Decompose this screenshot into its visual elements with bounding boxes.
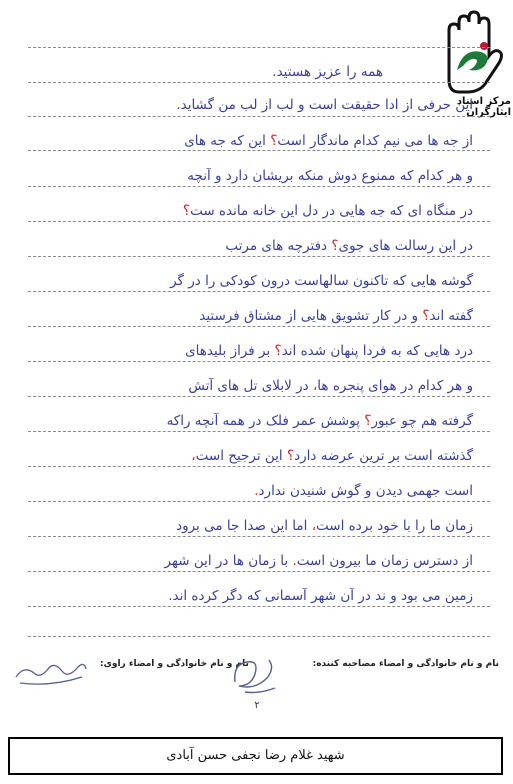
letter-line-text: دفترچه های مرتب xyxy=(225,238,332,254)
ruled-line xyxy=(28,396,490,397)
ruled-line xyxy=(28,361,490,362)
ruled-line xyxy=(28,606,490,607)
ruled-line xyxy=(28,150,490,151)
letter-line-5 xyxy=(33,203,473,219)
ruled-line xyxy=(28,186,490,187)
letter-line-6 xyxy=(33,238,473,254)
ruled-line xyxy=(28,47,490,48)
page-number: ۲ xyxy=(254,700,260,711)
ruled-line xyxy=(28,116,490,117)
red-mark: ، xyxy=(191,448,196,464)
narrator-signature xyxy=(10,655,90,689)
letter-line-11 xyxy=(33,413,473,429)
letter-line-7 xyxy=(33,273,473,289)
ruled-line xyxy=(28,431,490,432)
letter-line-text: است جهمی دیدن و گوش شنیدن ندارد xyxy=(258,483,473,499)
ruled-line xyxy=(28,326,490,327)
letter-line-text: گذشته است بر ترین عرضه دارد xyxy=(294,448,473,464)
letter-line-text: اما این صدا جا می برود xyxy=(176,518,312,534)
letter-line-3 xyxy=(33,133,473,149)
hand-logo-icon xyxy=(437,8,507,100)
logo-caption: مرکز اسناد ایثارگران xyxy=(456,96,511,118)
letter-line-text: این حرفی از ادا حقیقت است و لب از لب من گشاید. xyxy=(176,97,473,113)
letter-line-text: از جه ها می نیم کدام ماندگار است xyxy=(277,133,473,149)
letter-line-text: در این رسالت های جوی xyxy=(338,238,473,254)
ruled-line xyxy=(28,466,490,467)
red-mark: ؟ xyxy=(286,448,295,464)
letter-line-text: زمان ما را با خود برده است xyxy=(316,518,473,534)
ruled-line xyxy=(28,536,490,537)
red-mark: ؟ xyxy=(274,343,282,359)
letter-line-text: در لابلای تل های آتش xyxy=(188,378,313,394)
letter-line-text: این که جه های xyxy=(184,133,271,149)
letter-line-text: در منگاه ای که جه هایی در دل این خانه مانده ست xyxy=(190,203,473,219)
ruled-line xyxy=(28,256,490,257)
letter-line-14 xyxy=(33,518,473,534)
letter-line-text: گوشه هایی که تاکنون سالهاست درون کودکی را در گر xyxy=(170,273,473,289)
hand-logo-graphic xyxy=(437,8,507,100)
letter-line-text: این ترجیح است xyxy=(195,448,287,464)
letter-line-1 xyxy=(83,64,383,80)
letter-line-8 xyxy=(33,308,473,324)
red-mark: ؟ xyxy=(270,133,278,149)
letter-line-text: بر فراز بلیدهای xyxy=(185,343,275,359)
red-mark: . xyxy=(292,553,297,569)
letter-line-text: درد هایی که به فردا پنهان شده اند xyxy=(281,343,473,359)
red-mark: ؟ xyxy=(182,203,191,219)
red-mark: ؟ xyxy=(331,238,339,254)
red-mark: ؟ xyxy=(364,413,372,429)
letter-line-12 xyxy=(33,448,473,464)
ruled-line xyxy=(28,291,490,292)
letter-line-2 xyxy=(33,97,473,113)
letter-line-4 xyxy=(33,168,473,184)
letter-line-text: زمین می بود و ند در آن شهر آسمانی که دگر کرده اند. xyxy=(168,588,473,604)
red-mark: ؟ xyxy=(422,308,430,324)
letter-line-9 xyxy=(33,343,473,359)
ruled-line xyxy=(28,82,490,83)
red-mark: . xyxy=(254,483,259,499)
ruled-line xyxy=(28,221,490,222)
martyr-name-caption: شهید غلام رضا نجفی حسن آبادی xyxy=(8,737,503,775)
letter-line-text: با زمان ها در این شهر xyxy=(164,553,293,569)
interviewer-signature xyxy=(225,652,285,696)
letter-line-10 xyxy=(33,378,473,394)
letter-line-text: از دسترس زمان ما بیرون است xyxy=(296,553,473,569)
letter-line-text: گرفته هم چو عبور xyxy=(371,413,473,429)
interviewer-signature-label: نام و نام خانوادگی و امضاء مصاحبه کننده: xyxy=(312,659,499,669)
letter-line-text: و هر کدام در هوای پنجره ها xyxy=(317,378,473,394)
red-mark: ، xyxy=(311,518,317,534)
red-mark: ، xyxy=(312,378,318,394)
letter-line-text: و در کار تشویق هایی از مشتاق فرستید xyxy=(199,308,423,324)
letter-line-15 xyxy=(33,553,473,569)
letter-line-16 xyxy=(33,588,473,604)
ruled-line xyxy=(28,501,490,502)
narrator-signature-label: نام و نام خانوادگی و امضاء راوی: xyxy=(100,659,249,669)
letter-line-text: و هر کدام که ممنوع دوش منکه بریشان دارد و آنچه xyxy=(187,168,473,184)
letter-line-13 xyxy=(33,483,473,499)
letter-line-text: همه را عزیز هستید. xyxy=(272,64,383,80)
letter-line-text: پوشش عمر فلک در همه آنچه راکه xyxy=(166,413,365,429)
ruled-line xyxy=(28,571,490,572)
ruled-line xyxy=(28,636,490,637)
letter-line-text: گفته اند xyxy=(429,308,473,324)
